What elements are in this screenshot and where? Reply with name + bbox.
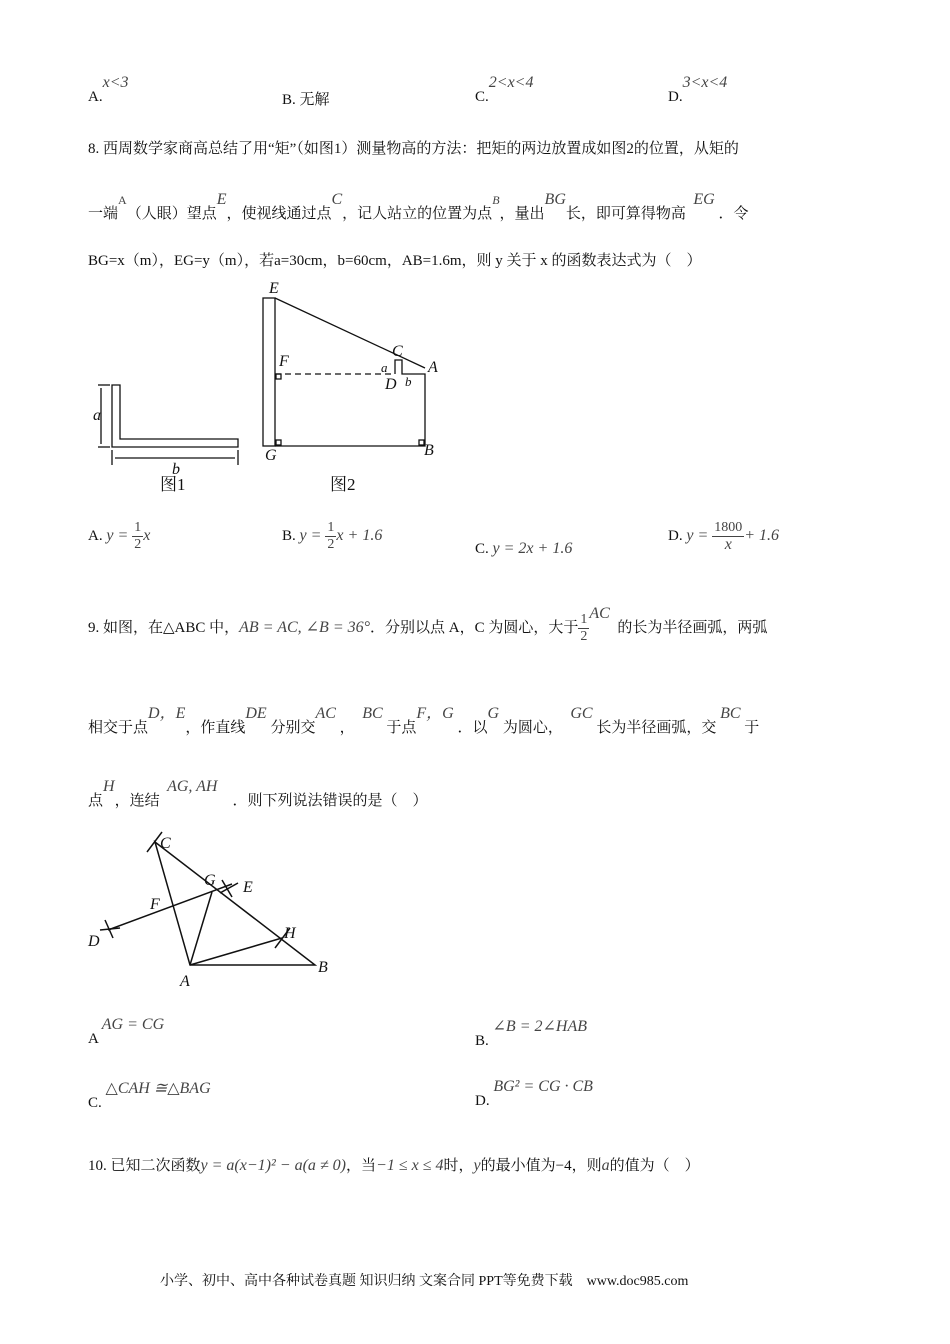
footer [160, 1270, 688, 1290]
footer-link[interactable]: www.doc985.com [586, 1274, 689, 1289]
fig2-label-e: E [269, 280, 279, 297]
q8-option-d: D. y = $\frac{1800}{x}$ + 1.6 [668, 520, 780, 553]
q8-option-c: C. y = 2x + 1.6 [475, 540, 573, 557]
fig2-label-c: C [392, 343, 403, 360]
fig9-label-b: B [318, 959, 328, 976]
fig2-label-d: D [385, 376, 397, 393]
fig1-label-a: a [93, 407, 101, 424]
q9-option-a: A AG = CG [88, 1016, 165, 1047]
fig2-label-a: A [428, 359, 438, 376]
fig2-label-small-a: a [381, 360, 388, 375]
fig2-caption: 图2 [330, 475, 356, 494]
q9-text-line3: 点H，连结 AG, AH ．则下列说法错误的是（ ） [88, 778, 428, 809]
fig2-label-small-b: b [405, 374, 412, 389]
q8-option-b: B. y = $\frac{1}{2}$ x + 1.6 [282, 520, 383, 552]
q8-text-line3: BG=x（m），EG=y（m），若a=30cm，b=60cm，AB=1.6m，则 y 关于 x 的函数表达式为（ ） [88, 253, 702, 269]
q9-option-d: D. BG² = CG · CB [475, 1078, 593, 1109]
q8-option-a: A. y = $\frac{1}{2}$ x [88, 520, 151, 552]
footer-text: 小学、初中、高中各种试卷真题 知识归纳 文案合同 PPT等免费下载 [160, 1274, 573, 1289]
q7-option-b: B. 无解 [282, 92, 330, 108]
q8-text-line1: 8. 西周数学家商高总结了用“矩”（如图1）测量物高的方法：把矩的两边放置成如图2的位置，从矩的 [88, 141, 739, 157]
fig1-caption: 图1 [160, 475, 186, 494]
fig9-label-d: D [88, 933, 100, 950]
fig2-label-f: F [279, 353, 289, 370]
q7-option-a: A.x<3 [88, 74, 129, 105]
fig2-label-b: B [424, 442, 434, 459]
q7-option-d: D.3<x<4 [668, 74, 728, 105]
fig2-label-g: G [265, 447, 277, 464]
fig9-label-c: C [160, 835, 171, 852]
q8-text-line2: 一端$^A$（人眼）望点E，使视线通过点C，记人站立的位置为点$^B$，量出BG长，即可算得物高 EG ．令 [88, 191, 749, 222]
q10-text: 10. 已知二次函数y = a(x−1)² − a(a ≠ 0)，当−1 ≤ x ≤ 4时，y的最小值为−4，则a的值为（ ） [88, 1157, 700, 1174]
fig1-label-b: b [172, 461, 180, 478]
q7-option-c: C.2<x<4 [475, 74, 534, 105]
fig9-label-f: F [150, 896, 160, 913]
q9-text-line1: 9. 如图，在△ABC 中，AB = AC, ∠B = 36°．分别以点 A，C 为圆心，大于 $\frac{1}{2}$ AC 的长为半径画弧，两弧 [88, 604, 768, 644]
fig9-label-e: E [243, 879, 253, 896]
q9-option-b: B. ∠B = 2∠HAB [475, 1018, 587, 1049]
q9-option-c: C. △CAH ≅△BAG [88, 1080, 211, 1111]
q9-text-line2: 相交于点D，E，作直线DE 分别交AC ， BC 于点F，G ．以G 为圆心， GC 长为半径画弧，交 BC 于 [88, 705, 760, 736]
fig9-label-g: G [204, 872, 216, 889]
fig9-label-a: A [180, 973, 190, 990]
fig9-label-h: H [284, 925, 296, 942]
